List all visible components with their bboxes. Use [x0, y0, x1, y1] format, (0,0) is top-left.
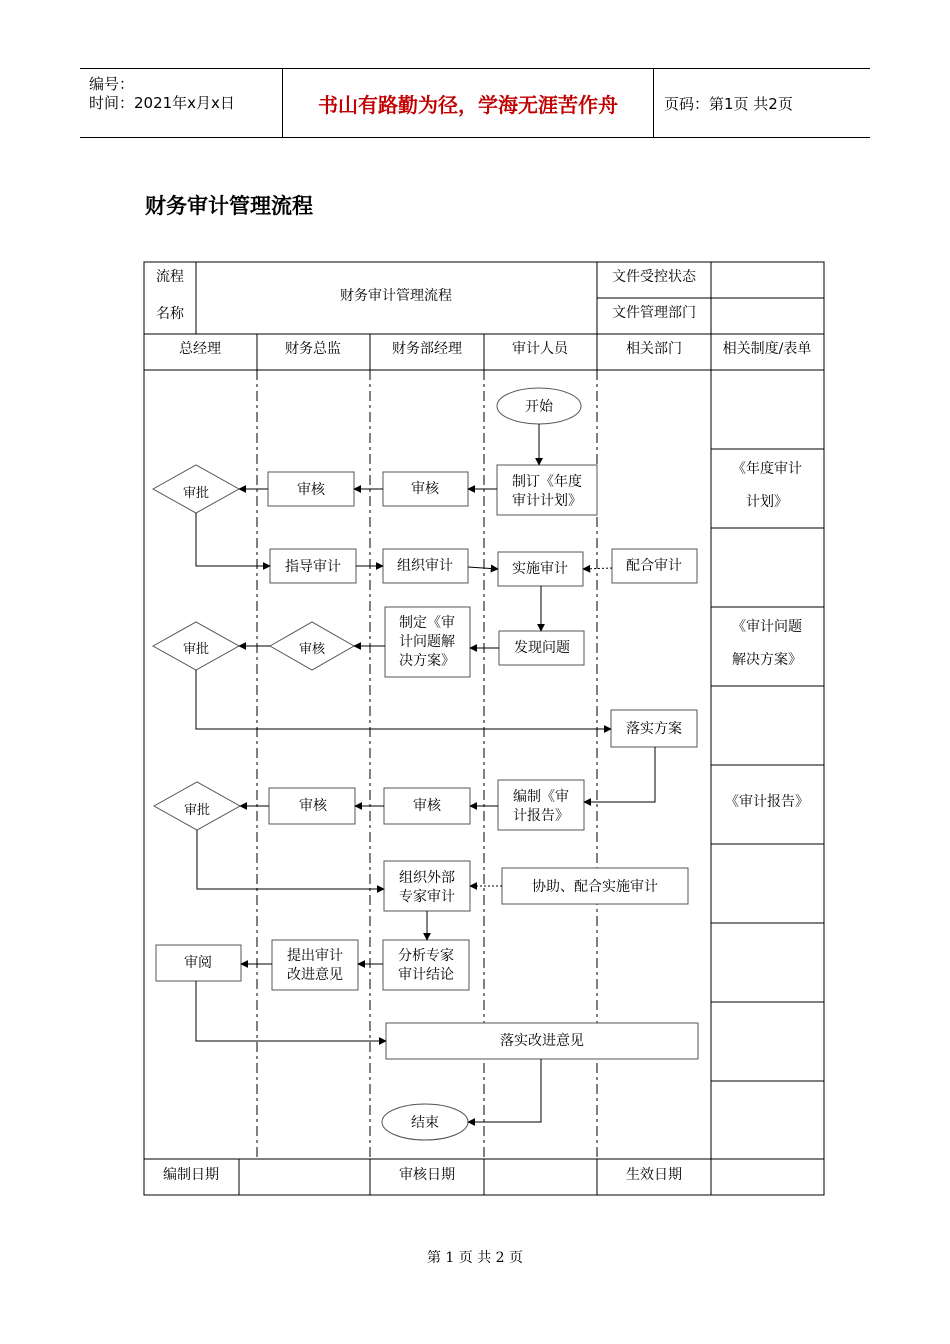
- propose-label-2: 改进意见: [287, 967, 343, 983]
- organize-experts-label-2: 专家审计: [399, 889, 455, 905]
- arrow-approve-to-guide: [196, 513, 270, 566]
- review-date-label: 审核日期: [399, 1167, 455, 1183]
- page-number-label: 页码：第1页 共2页: [664, 94, 793, 113]
- organize-audit-label: 组织审计: [397, 558, 453, 574]
- column-finance-director: 财务总监: [285, 341, 341, 357]
- end-label: 结束: [411, 1115, 439, 1131]
- column-related-dept: 相关部门: [626, 341, 682, 357]
- column-finance-manager: 财务部经理: [392, 341, 462, 357]
- analyze-label-2: 审计结论: [398, 967, 454, 983]
- form-annual-plan-1: 《年度审计: [732, 461, 802, 477]
- review-label-director-2: 审核: [299, 798, 327, 814]
- page-footer: 第 1 页 共 2 页: [426, 1250, 524, 1266]
- analyze-label-1: 分析专家: [398, 948, 454, 964]
- implement-audit-label: 实施审计: [512, 561, 568, 577]
- propose-label-1: 提出审计: [287, 948, 343, 964]
- header-motto: 书山有路勤为径，学海无涯苦作舟: [283, 69, 654, 137]
- review-diamond-label: 审核: [298, 642, 326, 657]
- process-label-1: 流程: [156, 269, 184, 285]
- compile-report-label-1: 编制《审: [513, 789, 569, 805]
- form-solution-2: 解决方案》: [732, 652, 802, 668]
- compile-date-label: 编制日期: [163, 1167, 219, 1183]
- file-dept-label: 文件管理部门: [612, 305, 696, 321]
- find-problem-label: 发现问题: [514, 640, 570, 656]
- arrow-organize-to-implement: [468, 567, 498, 569]
- guide-audit-label: 指导审计: [285, 559, 341, 575]
- start-label: 开始: [525, 399, 553, 415]
- approve-label-3: 审批: [183, 803, 211, 818]
- read-label: 审阅: [184, 955, 212, 971]
- approve-label-1: 审批: [182, 486, 210, 501]
- form-annual-plan-2: 计划》: [746, 494, 788, 510]
- make-plan-label-1: 制订《年度: [512, 474, 582, 490]
- organize-experts-label-1: 组织外部: [399, 870, 455, 886]
- cooperate-audit-label: 配合审计: [626, 558, 682, 574]
- approve-label-2: 审批: [182, 642, 210, 657]
- effective-date-label: 生效日期: [626, 1167, 682, 1183]
- process-name: 财务审计管理流程: [340, 288, 452, 304]
- review-label-manager-2: 审核: [413, 798, 441, 814]
- column-general-manager: 总经理: [179, 341, 221, 357]
- form-audit-report: 《审计报告》: [725, 794, 809, 810]
- time-label: 时间：2021年x月x日: [89, 94, 235, 112]
- form-solution-1: 《审计问题: [732, 619, 802, 635]
- review-label-director-1: 审核: [297, 482, 325, 498]
- column-related-forms: 相关制度/表单: [722, 341, 812, 357]
- arrow-implement-to-end: [468, 1059, 541, 1122]
- compile-report-label-2: 计报告》: [513, 808, 569, 824]
- arrow-approve-to-execute: [196, 670, 611, 729]
- document-title: 财务审计管理流程: [145, 194, 313, 218]
- make-plan-label-2: 审计计划》: [512, 493, 582, 509]
- arrow-execute-to-report: [584, 747, 655, 802]
- column-auditor: 审计人员: [512, 341, 568, 357]
- make-solution-label-3: 决方案》: [399, 653, 455, 669]
- file-status-label: 文件受控状态: [612, 269, 696, 285]
- make-solution-label-1: 制定《审: [399, 615, 455, 631]
- review-label-manager-1: 审核: [411, 481, 439, 497]
- execute-solution-label: 落实方案: [626, 721, 682, 737]
- make-solution-label-2: 计问题解: [399, 634, 455, 650]
- process-label-2: 名称: [156, 306, 184, 322]
- arrow-approve-to-experts: [197, 830, 384, 889]
- implement-improvement-label: 落实改进意见: [500, 1033, 584, 1049]
- number-label: 编号：: [89, 75, 135, 93]
- assist-audit-label: 协助、配合实施审计: [532, 879, 658, 895]
